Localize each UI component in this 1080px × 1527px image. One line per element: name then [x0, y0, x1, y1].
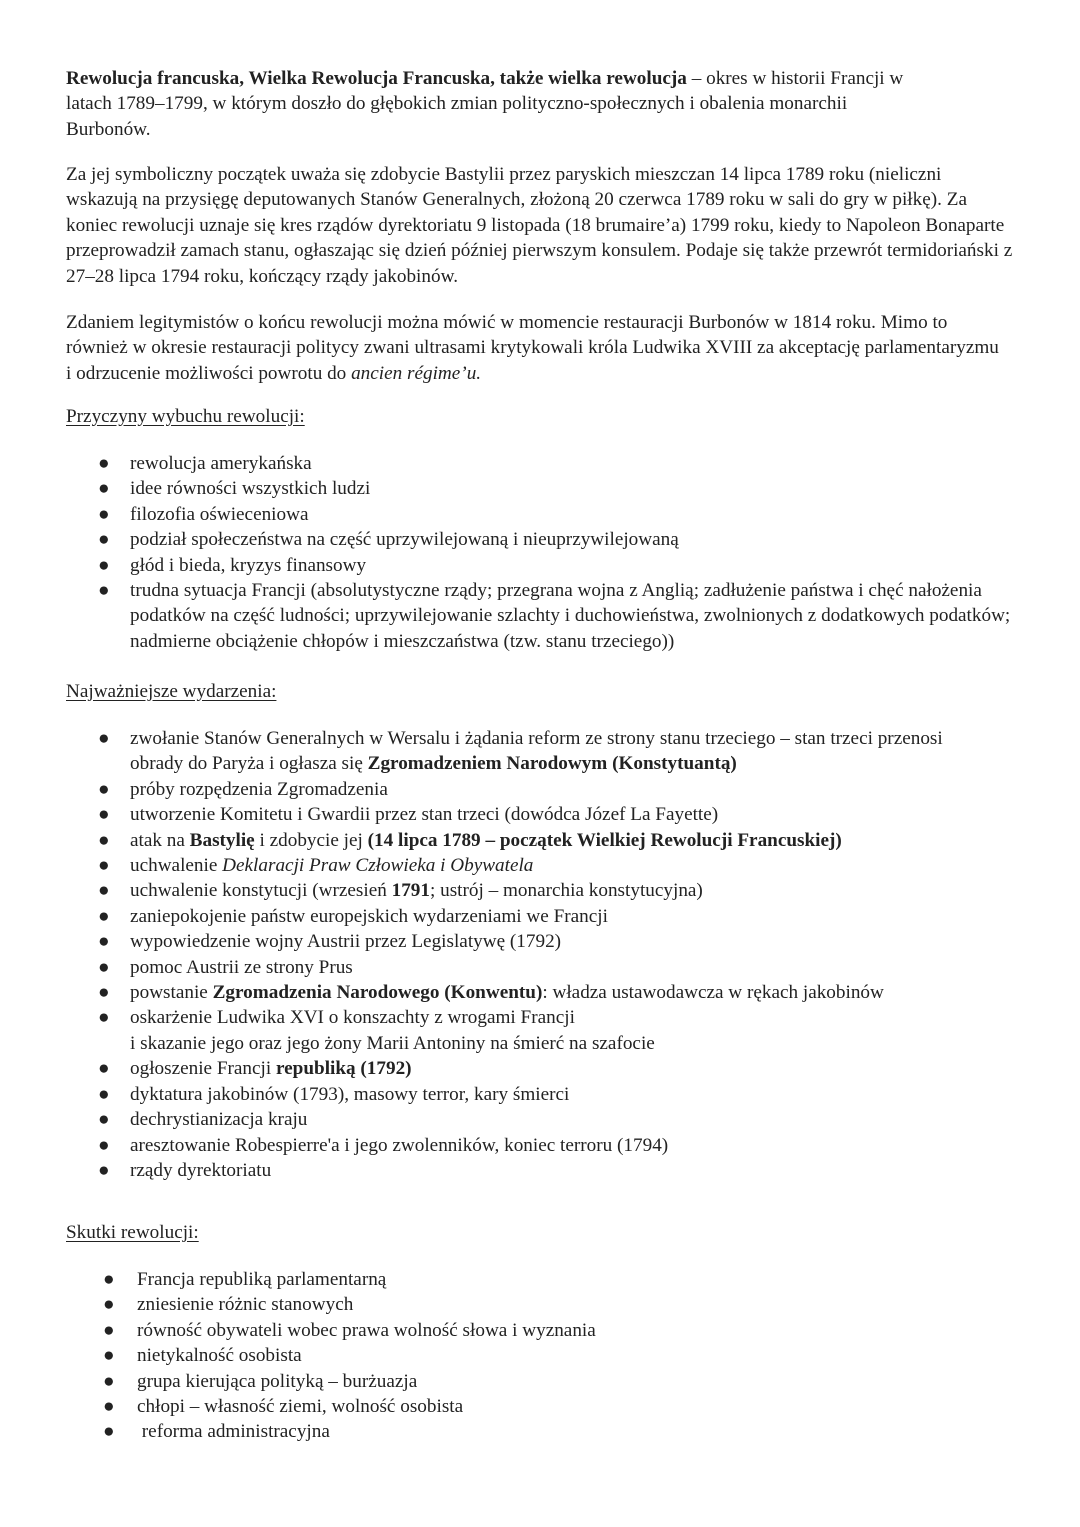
bullet-icon: ● [98, 956, 110, 978]
intro-title: Rewolucja francuska, Wielka Rewolucja Francuska, także wielka rewolucja [66, 68, 687, 89]
bullet-icon: ● [98, 529, 110, 551]
list-item: ● próby rozpędzenia Zgromadzenia [130, 777, 990, 802]
effects-list [103, 1267, 997, 1445]
effects-heading: Skutki rewolucji: [66, 1222, 199, 1243]
bullet-icon: ● [98, 580, 110, 602]
bullet-icon: ● [98, 503, 110, 525]
bullet-icon: ● [98, 855, 110, 877]
bullet-icon: ● [98, 1007, 110, 1029]
list-item: ● grupa kierująca polityką – burżuazja [137, 1369, 997, 1394]
list-item: ● chłopi – własność ziemi, wolność osobista [137, 1394, 997, 1419]
list-item: ● rewolucja amerykańska [130, 451, 1020, 476]
list-item: ● oskarżenie Ludwika XVI o konszachty z wrogami Francji i skazanie jego oraz jego żony Marii Antoniny na śmierć na szafocie [98, 1007, 655, 1054]
list-item: ● Francja republiką parlamentarną [137, 1267, 997, 1292]
list-item: ● ogłoszenie Francji republiką (1792) [130, 1056, 990, 1081]
paragraph-revolution-dates: Za jej symboliczny początek uważa się zdobycie Bastylii przez paryskich mieszczan 14 lipca 1789 roku (nieliczni wskazują na przysięgę deputowanych Stanów Generalnych, złożoną 20 czerwca 1789 roku w sali do gry w piłkę). Za koniec rewolucji uznaje się kres rządów dyrektoriatu 9 listopada (18 brumaire’a) 1799 roku, kiedy to Napoleon Bonaparte przeprowadził zamach stanu, ogłaszając się dzień później pierwszym konsulem. Podaje się także przewrót termidoriański z 27–28 lipca 1794 roku, kończący rządy jakobinów. [66, 164, 1013, 287]
bullet-icon: ● [98, 1083, 110, 1105]
bullet-icon: ● [103, 1370, 115, 1392]
bullet-icon: ● [103, 1294, 115, 1316]
list-item: ● filozofia oświeceniowa [130, 502, 1020, 527]
intro-text: – okres w historii Francji w latach 1789–1799, w którym doszło do głębokich zmian polityczno-społecznych i obalenia monarchii Burbonów. [66, 68, 904, 140]
list-item: ● dyktatura jakobinów (1793), masowy terror, kary śmierci [130, 1082, 990, 1107]
list-item: ● trudna sytuacja Francji (absolutystyczne rządy; przegrana wojna z Anglią; zadłużenie państwa i chęć nałożenia podatków na część ludności; uprzywilejowanie szlachty i duchowieństwa, zwolnionych z dodatkowych podatków; nadmierne obciążenie chłopów i mieszczaństwa (tzw. stanu trzeciego)) [98, 580, 1011, 652]
intro-paragraph [66, 66, 936, 142]
list-item: ● rządy dyrektoriatu [130, 1158, 990, 1183]
bullet-icon: ● [103, 1269, 115, 1290]
bullet-icon: ● [98, 554, 110, 576]
bullet-icon: ● [103, 1345, 115, 1367]
bullet-icon: ● [98, 931, 110, 953]
list-item: ● idee równości wszystkich ludzi [130, 476, 1020, 501]
paragraph-legitimists-text: Zdaniem legitymistów o końcu rewolucji można mówić w momencie restauracji Burbonów w 1814 roku. Mimo to również w okresie restauracji politycy zwani ultrasami krytykowali króla Ludwika XVIII za akceptację parlamentaryzmu i odrzucenie możliwości powrotu do [66, 312, 999, 384]
bullet-icon: ● [98, 1134, 110, 1156]
bullet-icon: ● [103, 1396, 115, 1418]
list-item: ● atak na Bastylię i zdobycie jej (14 lipca 1789 – początek Wielkiej Rewolucji Francuskiej) [130, 828, 990, 853]
list-item: ● uchwalenie Deklaracji Praw Człowieka i Obywatela [130, 853, 990, 878]
list-item: ● reforma administracyjna [137, 1419, 997, 1444]
bullet-icon: ● [98, 804, 110, 826]
list-item: ● nietykalność osobista [137, 1343, 997, 1368]
list-item: ● wypowiedzenie wojny Austrii przez Legislatywę (1792) [130, 929, 990, 954]
list-item: ● podział społeczeństwa na część uprzywilejowaną i nieuprzywilejowaną [130, 527, 1020, 552]
list-item: ● aresztowanie Robespierre'a i jego zwolenników, koniec terroru (1794) [130, 1133, 990, 1158]
causes-heading: Przyczyny wybuchu rewolucji: [66, 406, 305, 427]
bullet-icon: ● [98, 1058, 110, 1080]
bullet-icon: ● [103, 1319, 115, 1341]
list-item: ● równość obywateli wobec prawa wolność słowa i wyznania [137, 1318, 997, 1343]
list-item: ● głód i bieda, kryzys finansowy [130, 553, 1020, 578]
bullet-icon: ● [98, 453, 110, 474]
list-item: ● uchwalenie konstytucji (wrzesień 1791; ustrój – monarchia konstytucyjna) [130, 878, 990, 903]
bullet-icon: ● [98, 1159, 110, 1181]
bullet-icon: ● [98, 1109, 110, 1131]
list-item: ● zniesienie różnic stanowych [137, 1292, 997, 1317]
bullet-icon: ● [98, 778, 110, 800]
bullet-icon: ● [98, 728, 110, 749]
list-item: ● zwołanie Stanów Generalnych w Wersalu i żądania reform ze strony stanu trzeciego – stan trzeci przenosi obrady do Paryża i ogłasza się Zgromadzeniem Narodowym (Konstytuantą) [98, 728, 943, 775]
bullet-icon: ● [98, 982, 110, 1004]
list-item: ● utworzenie Komitetu i Gwardii przez stan trzeci (dowódca Józef La Fayette) [130, 802, 990, 827]
bullet-icon: ● [98, 905, 110, 927]
bullet-icon: ● [98, 880, 110, 902]
bullet-icon: ● [98, 829, 110, 851]
events-list [98, 726, 990, 1183]
causes-list [98, 451, 1020, 654]
list-item: ● pomoc Austrii ze strony Prus [130, 955, 990, 980]
bullet-icon: ● [103, 1421, 115, 1443]
list-item: ● dechrystianizacja kraju [130, 1107, 990, 1132]
list-item: ● zaniepokojenie państw europejskich wydarzeniami we Francji [130, 904, 990, 929]
ancien-regime-text: ancien régime’u. [351, 362, 482, 384]
events-heading: Najważniejsze wydarzenia: [66, 681, 277, 702]
paragraph-legitimists [66, 310, 1001, 386]
list-item: ● powstanie Zgromadzenia Narodowego (Konwentu): władza ustawodawcza w rękach jakobinów [130, 980, 990, 1005]
bullet-icon: ● [98, 478, 110, 500]
